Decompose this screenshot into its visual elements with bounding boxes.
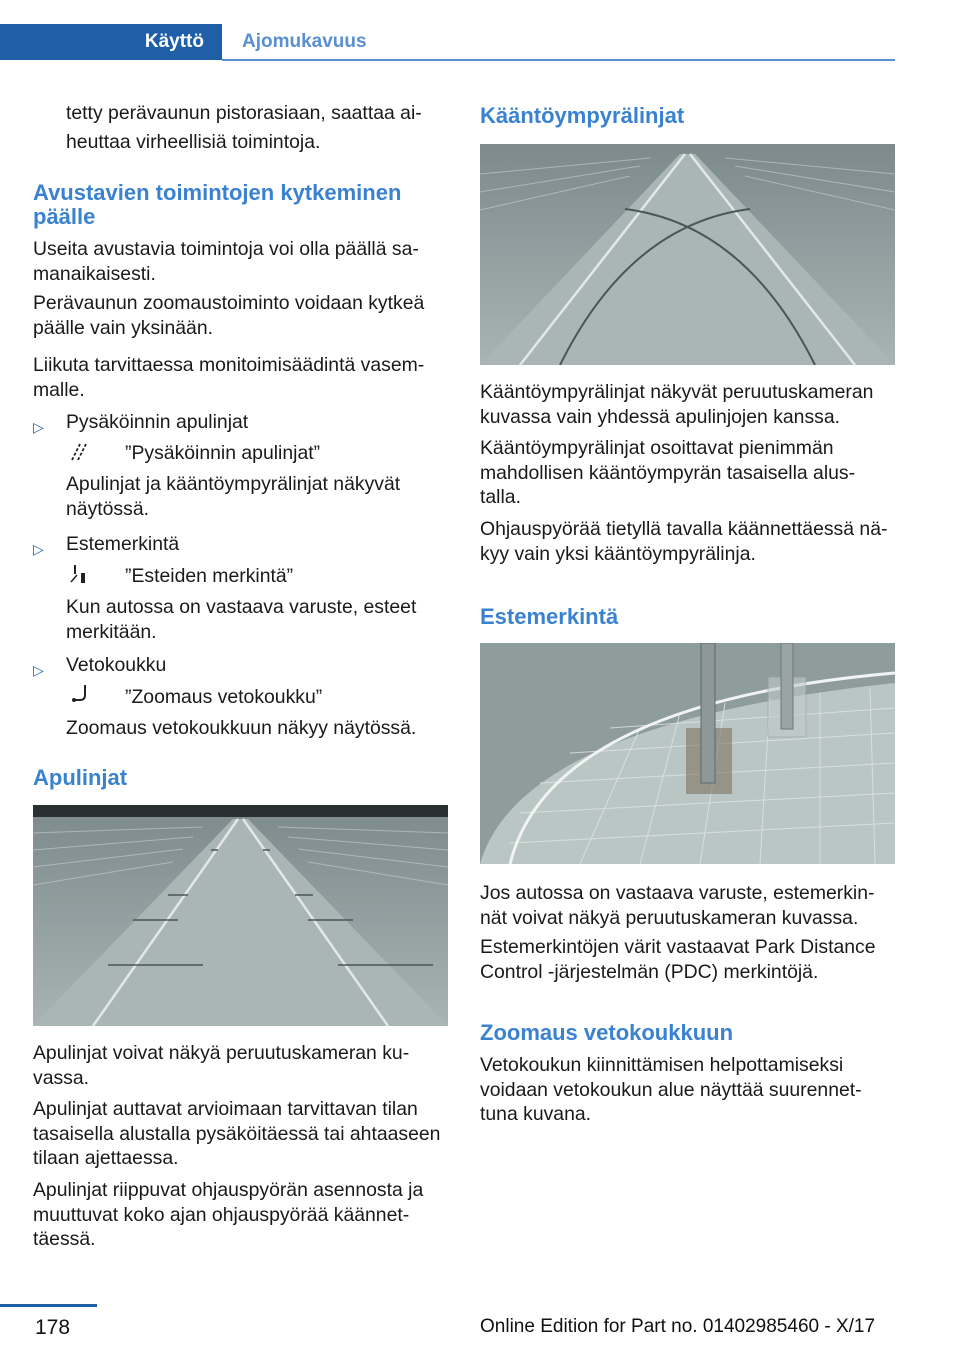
- para-turn-2: Kääntöympyrälinjat osoittavat pienimmän mahdollisen kääntöympyrän tasaisella alus-talla.: [480, 437, 856, 508]
- para-assist-1: Useita avustavia toimintoja voi olla päällä sa-manaikaisesti.: [33, 238, 419, 285]
- triangle-bullet-icon: ▷: [33, 662, 44, 678]
- header-rule: [222, 59, 895, 61]
- tab-kaytto[interactable]: Käyttö: [0, 24, 222, 60]
- para-assist-3: Liikuta tarvittaessa monitoimisäädintä vasem-malle.: [33, 354, 425, 401]
- heading-assist: Avustavien toimintojen kytkeminen päälle: [33, 180, 402, 229]
- list-item-menu: ”Esteiden merkintä”: [125, 565, 294, 587]
- obstacle-marking-image: [480, 643, 895, 864]
- triangle-bullet-icon: ▷: [33, 419, 44, 435]
- page-number: 178: [35, 1316, 71, 1339]
- obstacle-marking-icon: [69, 563, 89, 592]
- para-assist-2: Perävaunun zoomaustoiminto voidaan kytkeä päälle vain yksinään.: [33, 292, 425, 339]
- para-obstacle-1: Jos autossa on vastaava varuste, estemerkin-nät voivat näkyä peruutuskameran kuvassa.: [480, 882, 875, 929]
- list-item-title: Estemerkintä: [66, 533, 180, 555]
- intro-line-2: heuttaa virheellisiä toimintoja.: [66, 131, 321, 153]
- list-item-desc: Apulinjat ja kääntöympyrälinjat näkyvät näytössä.: [66, 473, 401, 520]
- edition-footer: Online Edition for Part no. 01402985460 - X/17: [480, 1316, 876, 1337]
- header-tabs: [0, 24, 895, 60]
- para-guides-3: Apulinjat riippuvat ohjauspyörän asennosta ja muuttuvat koko ajan ohjauspyörää käännet-täessä.: [33, 1179, 424, 1250]
- parking-lines-icon: [69, 440, 89, 469]
- tow-hitch-icon: [69, 682, 91, 711]
- para-zoom-1: Vetokoukun kiinnittämisen helpottamiseksi voidaan vetokoukun alue näyttää suurennet-tuna kuvana.: [480, 1054, 862, 1125]
- tab-ajomukavuus[interactable]: Ajomukavuus: [242, 31, 367, 52]
- triangle-bullet-icon: ▷: [33, 541, 44, 557]
- list-item-title: Pysäköinnin apulinjat: [66, 411, 249, 433]
- list-item-desc: Kun autossa on vastaava varuste, esteet merkitään.: [66, 596, 417, 643]
- para-guides-1: Apulinjat voivat näkyä peruutuskameran ku-vassa.: [33, 1042, 410, 1089]
- heading-turn: Kääntöympyrälinjat: [480, 103, 685, 128]
- list-item-menu: ”Pysäköinnin apulinjat”: [125, 442, 321, 464]
- page-number-rule: [0, 1304, 97, 1307]
- para-turn-3: Ohjauspyörää tietyllä tavalla käännettäessä nä-kyy vain yksi kääntöympyrälinja.: [480, 518, 888, 565]
- turning-radius-image: [480, 144, 895, 365]
- para-turn-1: Kääntöympyrälinjat näkyvät peruutuskameran kuvassa vain yhdessä apulinjojen kanssa.: [480, 381, 874, 428]
- heading-zoom: Zoomaus vetokoukkuun: [480, 1020, 734, 1045]
- list-item-title: Vetokoukku: [66, 654, 167, 676]
- heading-guides: Apulinjat: [33, 765, 128, 790]
- para-obstacle-2: Estemerkintöjen värit vastaavat Park Distance Control -järjestelmän (PDC) merkintöjä.: [480, 936, 876, 983]
- heading-obstacle: Estemerkintä: [480, 604, 619, 629]
- parking-guidelines-image: [33, 805, 448, 1026]
- para-guides-2: Apulinjat auttavat arvioimaan tarvittavan tilan tasaisella alustalla pysäköitäessä tai ahtaaseen tilaan ajettaessa.: [33, 1098, 441, 1169]
- list-item-desc: Zoomaus vetokoukkuun näkyy näytössä.: [66, 717, 417, 739]
- list-item-menu: ”Zoomaus vetokoukku”: [125, 686, 323, 708]
- intro-line-1: tetty perävaunun pistorasiaan, saattaa ai-: [66, 102, 422, 124]
